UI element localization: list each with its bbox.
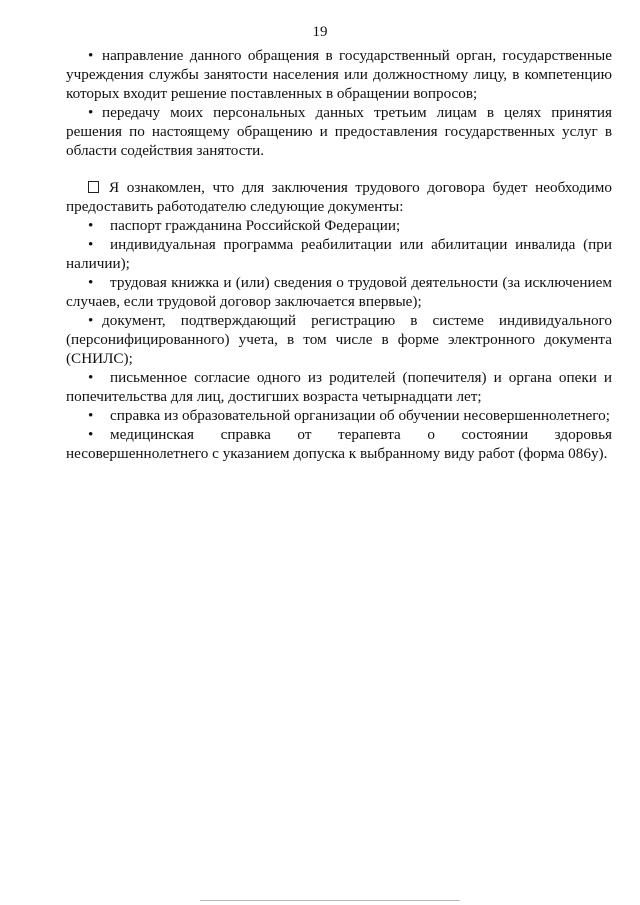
document-list-item-text: медицинская справка от терапевта о состоянии здоровья несовершеннолетнего с указанием допуска к выбранному виду работ (форма 086у).: [66, 426, 612, 462]
document-list-item: [66, 273, 612, 311]
document-list-item: [66, 311, 612, 368]
consent-item-text: передачу моих персональных данных третьим лицам в целях принятия решения по настоящему обращению и предоставления государственных услуг в области содействия занятости.: [66, 104, 612, 159]
document-list-item: [66, 425, 612, 463]
document-list-item-text: паспорт гражданина Российской Федерации;: [110, 217, 401, 234]
acknowledgement-paragraph: [66, 178, 612, 216]
bullet-icon: •: [88, 407, 94, 424]
page-number: 19: [312, 24, 328, 40]
scan-edge-line: [200, 900, 460, 901]
bullet-icon: •: [88, 236, 94, 253]
document-list-item-text: письменное согласие одного из родителей (попечителя) и органа опеки и попечительства для лиц, достигших возраста четырнадцати лет;: [66, 369, 612, 405]
document-list-item-text: справка из образовательной организации об обучении несовершеннолетнего;: [110, 407, 610, 424]
document-list-item: [66, 406, 612, 425]
consent-item: [66, 46, 612, 103]
acknowledgement-checkbox[interactable]: [88, 181, 99, 193]
bullet-icon: •: [88, 47, 94, 64]
acknowledgement-text: Я ознакомлен, что для заключения трудового договора будет необходимо предоставить работодателю следующие документы:: [66, 179, 612, 215]
bullet-icon: •: [88, 426, 94, 443]
document-list-item-text: трудовая книжка и (или) сведения о трудовой деятельности (за исключением случаев, если трудовой договор заключается впервые);: [66, 274, 612, 310]
consent-item-text: направление данного обращения в государственный орган, государственные учреждения службы занятости населения или должностному лицу, в компетенцию которых входит решение поставленных в обращении вопросов;: [66, 47, 612, 102]
bullet-icon: •: [88, 274, 94, 291]
bullet-icon: •: [88, 369, 94, 386]
document-list-item: [66, 235, 612, 273]
document-body: [66, 46, 612, 463]
consent-item: [66, 103, 612, 160]
document-list-item-text: документ, подтверждающий регистрацию в системе индивидуального (персонифицированного) учета, в том числе в форме электронного документа (СНИЛС);: [66, 312, 612, 367]
paragraph-gap: [66, 160, 612, 178]
document-list-item: [66, 368, 612, 406]
bullet-icon: •: [88, 104, 94, 121]
document-list-item: [66, 216, 612, 235]
bullet-icon: •: [88, 312, 94, 329]
document-list-item-text: индивидуальная программа реабилитации или абилитации инвалида (при наличии);: [66, 236, 612, 272]
bullet-icon: •: [88, 217, 94, 234]
